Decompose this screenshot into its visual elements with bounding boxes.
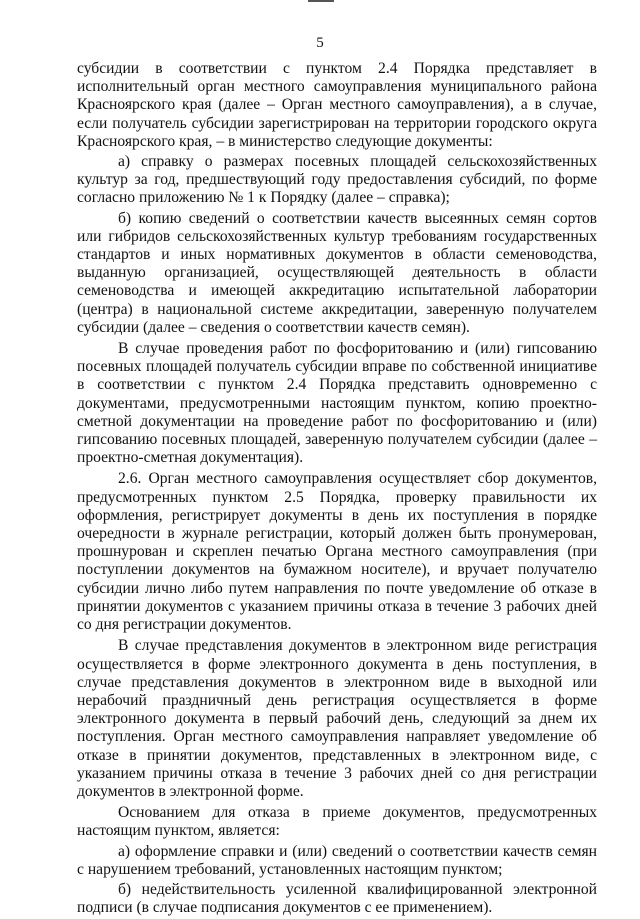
paragraph-refusal-a: а) оформление справки и (или) сведений о соответствии качеств семян с нарушением требований, установленных настоящим пунктом; <box>77 842 597 878</box>
paragraph-2-6: 2.6. Орган местного самоуправления осуществляет сбор документов, предусмотренных пунктом 2.5 Порядка, проверку правильности их оформления, регистрирует документы в день их поступления в порядке очередности в журнале регистрации, который должен быть пронумерован, прошнурован и скреплен печатью Органа местного самоуправления (при поступлении документов на бумажном носителе), и вручает получателю субсидии лично либо путем направления по почте уведомление об отказе в принятии документов с указанием причины отказа в течение 3 рабочих дней со дня регистрации документов. <box>77 470 597 634</box>
page-number: 5 <box>316 35 324 51</box>
paragraph-item-b: б) копию сведений о соответствии качеств высеянных семян сортов или гибридов сельскохозяйственных культур требованиям государственных стандартов и иных нормативных документов в области семеноводства, выданную организацией, осуществляющей деятельность в области семеноводства и имеющей аккредитацию испытательной лаборатории (центра) в национальной системе аккредитации, заверенную получателем субсидии (далее – сведения о соответствии качеств семян). <box>77 209 597 336</box>
paragraph-electronic: В случае представления документов в электронном виде регистрация осуществляется в форме электронного документа в день поступления, в случае представления документов в электронном виде в выходной или нерабочий праздничный день регистрация осуществляется в форме электронного документа в первый рабочий день, следующий за днем их поступления. Орган местного самоуправления направляет уведомление об отказе в принятии документов, представленных в электронном виде, с указанием причины отказа в течение 3 рабочих дней со дня регистрации документов в электронной форме. <box>77 637 597 800</box>
paragraph-continuation: субсидии в соответствии с пунктом 2.4 Порядка представляет в исполнительный орган местного самоуправления муниципального района Красноярского края (далее – Орган местного самоуправления), а в случае, если получатель субсидии зарегистрирован на территории городского округа Красноярского края, – в министерство следующие документы: <box>77 60 597 150</box>
document-body <box>77 60 597 919</box>
paragraph-item-a: а) справку о размерах посевных площадей сельскохозяйственных культур за год, предшествующий году предоставления субсидий, по форме согласно приложению № 1 к Порядку (далее – справка); <box>77 153 597 207</box>
paragraph-phosphorite: В случае проведения работ по фосфоритованию и (или) гипсованию посевных площадей получатель субсидии вправе по собственной инициативе в соответствии с пунктом 2.4 Порядка представить одновременно с документами, предусмотренными настоящим пунктом, копию проектно-сметной документации на проведение работ по фосфоритованию и (или) гипсованию посевных площадей, заверенную получателем субсидии (далее – проектно-сметная документация). <box>77 340 597 467</box>
paragraph-refusal-b: б) недействительность усиленной квалифицированной электронной подписи (в случае подписания документов с ее применением). <box>77 880 597 917</box>
page-edge-mark <box>308 0 334 2</box>
paragraph-refusal-grounds: Основанием для отказа в приеме документов, предусмотренных настоящим пунктом, является: <box>77 804 597 840</box>
